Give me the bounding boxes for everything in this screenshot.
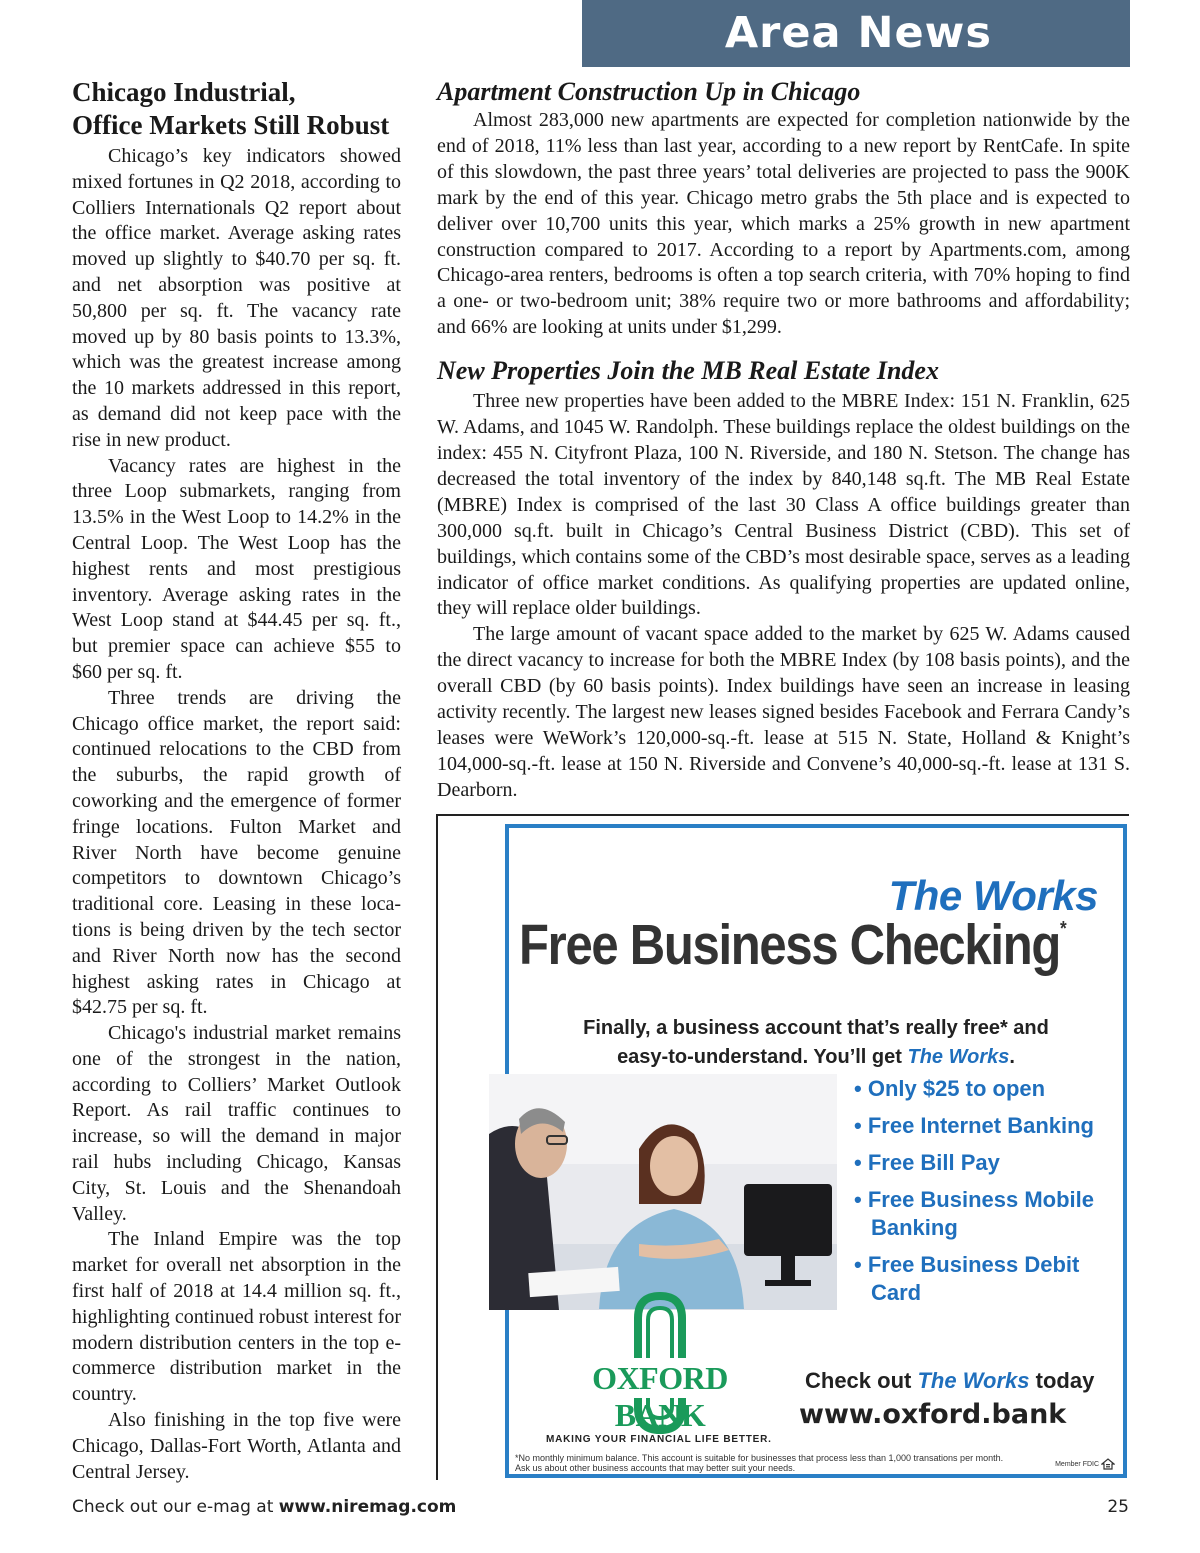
ad-cta-works: The Works [917,1368,1030,1393]
left-paragraph: Chicago’s key indicators showed mixed fortunes in Q2 2018, according to Colliers Internationals Q2 report about the office market. Average asking rates moved up slightly to $40.70 per sq. ft. and net absorption was positive at 50,800 per sq. ft. The vacancy rate moved up by 80 basis points to 13.3%, which was the greatest increase among the 10 markets addressed in this report, as demand did not keep pace with the rise in new product. [72,145,401,451]
ad-headline [519,912,1065,978]
ad-cta-suffix: today [1029,1368,1095,1393]
ad-feature-list [854,1075,1124,1316]
section-header-tab [582,0,1130,67]
left-article-title-line2: Office Markets Still Robust [72,110,390,140]
bank-name: OXFORD BANK [592,1360,728,1433]
ad-cta-prefix: Check out [805,1368,918,1393]
mbre-paragraph: Three new properties have been added to the MBRE Index: 151 N. Franklin, 625 W. Adams, and 1045 W. Randolph. These buildings replace the oldest buildings on the index: 455 N. Cityfront Plaza, 100 N. Riverside, and 180 N. Stetson. The change has decreased the total inventory of the index by 840,148 sq.ft. The MB Real Estate (MBRE) Index is comprised of the last 30 Class A office buildings greater than 300,000 sq.ft. built in Chicago’s Central Business District (CBD). This set of buildings, which contains some of the CBD’s most desirable space, serves as a leading indicator of office market conditions. As qualifying properties are updated online, they will replace older buildings. [437,390,1130,620]
left-paragraph: Also finishing in the top five were Chicago, Dallas-Fort Worth, Atlanta and Central Jersey. [72,1409,401,1483]
ad-headline-text: Free Business Checking [519,913,1061,977]
left-paragraph: Three trends are driving the Chicago office market, the report said: continued relocations to the CBD from the suburbs, the rapid growth of coworking and the emergence of former fringe locations. Fulton Market and River North have become genuine competitors to downtown Chicago’s traditional core. Leasing in these locations is being driven by the tech sector and River North now has the second highest asking rates in Chicago at $42.75 per sq. ft. [72,686,401,1019]
apartment-paragraph: Almost 283,000 new apartments are expected for completion nationwide by the end of 2018, 11% less than last year, according to a new report by RentCafe. In spite of this slowdown, the past three years’ total deliveries are projected to pass the 900K mark by the end of this year. Chicago metro grabs the 5th place and is expected to deliver over 10,700 units this year, which marks a 25% growth in new apartment construction compared to 2017. According to a report by Apartments.com, among Chicago-area renters, bedrooms is often a top search criteria, with 70% hoping to find a one- or two-bedroom unit; 38% require two or more bathrooms and affordability; and 66% are looking at units under $1,299. [437,109,1130,339]
bank-tagline: MAKING YOUR FINANCIAL LIFE BETTER. [546,1434,772,1445]
oxford-bank-ad[interactable] [505,824,1127,1478]
ad-feature-item: • Free Business Debit Card [854,1251,1124,1307]
right-column [437,76,1130,804]
ad-fine-print [515,1453,1075,1473]
footer-prefix: Check out our e-mag at [72,1497,279,1517]
left-article-title-line1: Chicago Industrial, [72,77,296,107]
member-fdic [1055,1458,1115,1470]
ad-intro-works: The Works [907,1046,1010,1068]
ad-feature-item: • Free Bill Pay [854,1149,1124,1177]
office-meeting-photo [489,1074,837,1310]
equal-housing-icon [1101,1458,1115,1470]
section-title: Area News [724,8,992,58]
footer-url-link[interactable]: www.niremag.com [278,1497,457,1517]
footer-emag-note [72,1497,456,1517]
mbre-article-title: New Properties Join the MB Real Estate Index [437,356,939,386]
oxford-bank-logo [545,1286,775,1436]
mbre-paragraph: The large amount of vacant space added to the market by 625 W. Adams caused the direct vacancy to increase for both the MBRE Index (by 108 basis points), and the overall CBD (by 60 basis points). Index buildings have seen an increase in leasing activity recently. The largest new leases signed besides Facebook and Ferrara Candy’s leases were WeWork’s 120,000-sq.-ft. lease at 515 N. State, Holland & Knight’s 104,000-sq.-ft. lease at 150 N. Riverside and Convene’s 40,000-sq.-ft. lease at 131 S. Dearborn. [437,623,1130,801]
ad-url-link[interactable]: www.oxford.bank [799,1399,1067,1430]
ad-intro-line1: Finally, a business account that’s really free* and [583,1017,1049,1039]
left-paragraph: Vacancy rates are highest in the three Loop submarkets, ranging from 13.5% in the West Loop to 14.2% in the Central Loop. The West Loop has the highest rents and most prestigious inventory. Average asking rates in the West Loop stand at $44.45 per sq. ft., but premier space can achieve $55 to $60 per sq. ft. [72,454,401,683]
office-meeting-illustration [489,1074,837,1310]
left-article-title [72,76,401,142]
ad-feature-item: • Only $25 to open [854,1075,1124,1103]
member-fdic-text: Member FDIC [1055,1460,1100,1468]
ad-intro-line2-prefix: easy-to-understand. You’ll get [617,1046,908,1068]
page-number: 25 [1107,1497,1129,1517]
left-paragraph: The Inland Empire was the top market for overall net absorption in the first half of 2018 at 14.4 million sq. ft., highlighting continued robust interest for modern distribution centers in the top e-commerce distribution market in the country. [72,1228,401,1406]
ad-feature-item: • Free Business Mobile Banking [854,1186,1124,1242]
left-paragraph: Chicago's industrial market remains one of the strongest in the nation, according to Colliers’ Market Outlook Report. As rail traffic continues to increase, so will the demand in major rail hubs including Chicago, Kansas City, St. Louis and the Shenandoah Valley. [72,1022,401,1225]
ad-fine-print-2: Ask us about other business accounts that may better suit your needs. [515,1463,796,1473]
ad-call-to-action [805,1368,1094,1394]
apartment-article-title: Apartment Construction Up in Chicago [437,77,861,106]
ad-intro [509,1014,1123,1072]
ad-headline-mark: * [1060,918,1066,940]
ad-fine-print-1: *No monthly minimum balance. This account is suitable for businesses that process less than 1,000 transations per month. [515,1453,1004,1463]
ad-intro-line2-suffix: . [1009,1046,1015,1068]
left-article [72,76,401,1485]
ad-the-works: The Works [888,872,1098,919]
ad-feature-item: • Free Internet Banking [854,1112,1124,1140]
